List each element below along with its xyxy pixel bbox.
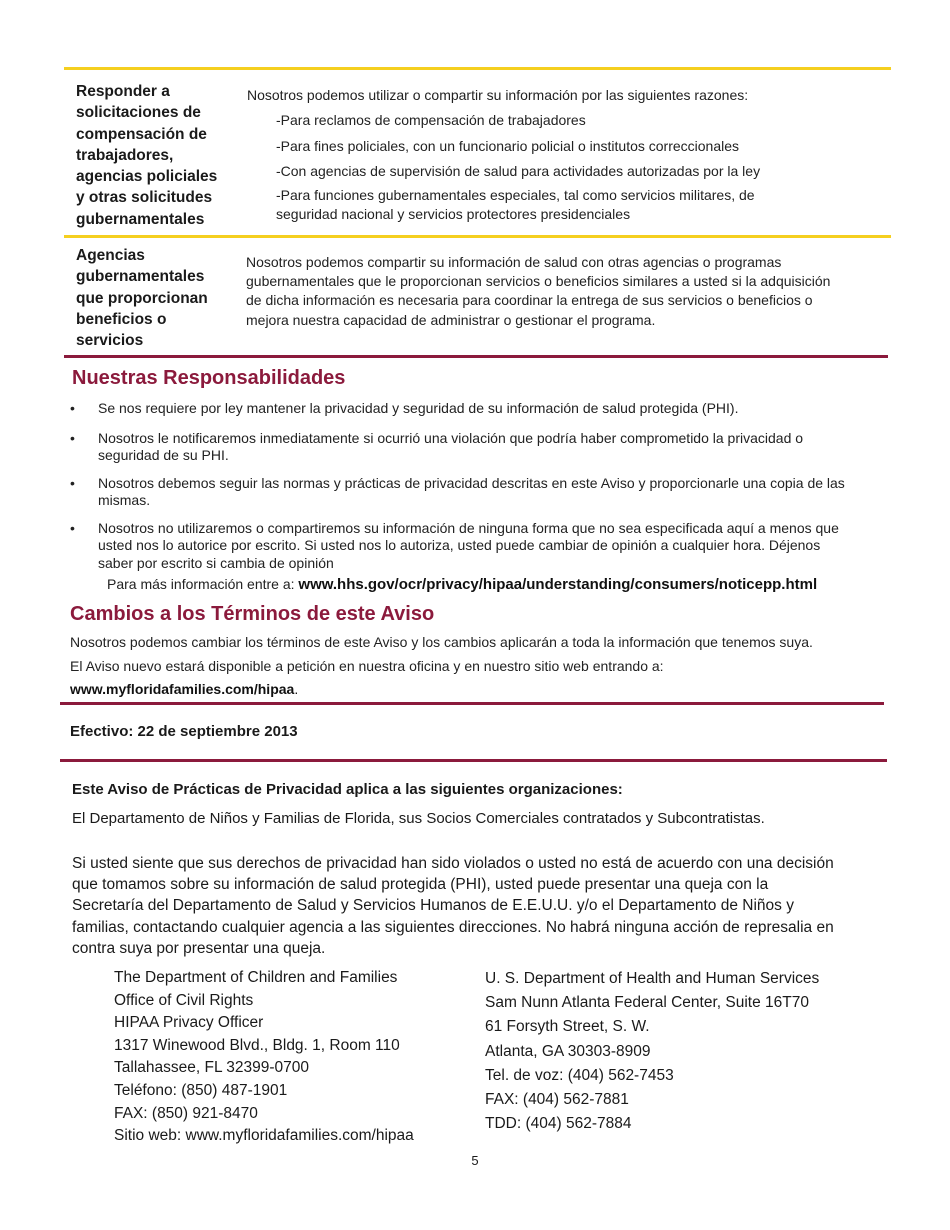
effective-bottom-rule — [60, 759, 887, 762]
row2-body-line: Nosotros podemos compartir su información de salud con otras agencias o programas — [246, 254, 782, 270]
address-line: U. S. Department of Health and Human Services — [485, 970, 820, 987]
row1-intro: Nosotros podemos utilizar o compartir su información por las siguientes razones: — [247, 87, 749, 103]
bullet-line: Nosotros le notificaremos inmediatamente si ocurrió una violación que podría haber comprometido la privacidad o — [98, 429, 804, 446]
row2-label-line: Agencias — [76, 247, 145, 264]
top-gold-rule — [64, 67, 891, 70]
bullet-dot: • — [70, 429, 75, 446]
address-line: Sam Nunn Atlanta Federal Center, Suite 16T70 — [485, 994, 809, 1012]
row2-body — [246, 253, 830, 330]
reason-item: -Para funciones gubernamentales especiales, tal como servicios militares, de — [276, 186, 755, 203]
row1-label-line: compensación de — [76, 125, 207, 143]
bullet-dot: • — [70, 474, 75, 491]
address-line: 1317 Winewood Blvd., Bldg. 1, Room 110 — [114, 1036, 400, 1054]
row1-label-line: solicitaciones de — [76, 104, 201, 122]
bullet-dot: • — [70, 400, 75, 416]
page-number: 5 — [471, 1153, 479, 1168]
organizations-text: El Departamento de Niños y Familias de Florida, sus Socios Comerciales contratados y Subcontratistas. — [72, 810, 765, 827]
row1-label — [76, 81, 241, 230]
complaint-line: familias, contactando cualquier agencia a las siguientes direcciones. No habrá ninguna acción de represalia en — [72, 918, 834, 936]
myfloridafamilies-link[interactable]: www.myfloridafamilies.com/hipaa — [70, 681, 295, 697]
responsibilities-heading: Nuestras Responsabilidades — [72, 367, 346, 389]
responsibilities-bullet-list — [70, 400, 890, 572]
middle-gold-rule — [64, 235, 891, 238]
row2-body-line: mejora nuestra capacidad de administrar o gestionar el programa. — [246, 311, 656, 328]
row2-label-line: gubernamentales — [76, 268, 205, 286]
organizations-title: Este Aviso de Prácticas de Privacidad aplica a las siguientes organizaciones: — [72, 781, 623, 798]
changes-heading: Cambios a los Términos de este Aviso — [70, 603, 435, 625]
address-line: The Department of Children and Families — [114, 969, 398, 986]
reason-item: seguridad nacional y servicios protectores presidenciales — [276, 206, 631, 222]
myfloridafamilies-link-line — [70, 681, 298, 697]
hhs-privacy-link[interactable]: www.hhs.gov/ocr/privacy/hipaa/understanding/consumers/noticepp.html — [298, 576, 818, 593]
bullet-item — [70, 400, 890, 418]
complaint-paragraph — [72, 853, 892, 959]
reason-item: -Para reclamos de compensación de trabajadores — [276, 112, 586, 128]
address-line: 61 Forsyth Street, S. W. — [485, 1018, 650, 1036]
row1-label-line: gubernamentales — [76, 210, 205, 228]
address-line: Office of Civil Rights — [114, 991, 254, 1009]
hhs-address-block — [485, 967, 819, 1136]
dcf-address-block — [114, 967, 414, 1148]
bullet-line: Se nos requiere por ley mantener la privacidad y seguridad de su información de salud protegida (PHI). — [98, 400, 739, 416]
row1-label-line: y otras solicitudes — [76, 189, 213, 207]
changes-line-1: Nosotros podemos cambiar los términos de este Aviso y los cambios aplicarán a toda la información que tenemos suya. — [70, 634, 813, 650]
row1-reasons-list — [276, 111, 816, 225]
row2-label — [76, 245, 241, 351]
address-line: HIPAA Privacy Officer — [114, 1014, 264, 1032]
bullet-item — [70, 430, 890, 465]
effective-date: Efectivo: 22 de septiembre 2013 — [70, 723, 298, 740]
row2-body-line: gubernamentales que le proporcionan servicios o beneficios similares a usted si la adquisición — [246, 273, 831, 290]
reason-item: -Con agencias de supervisión de salud para actividades autorizadas por la ley — [276, 163, 761, 179]
bullet-line: usted nos lo autorice por escrito. Si usted nos lo autoriza, usted puede cambiar de opinión a cualquier hora. Déjenos — [98, 537, 821, 553]
row1-label-line: agencias policiales — [76, 168, 218, 186]
bullet-dot: • — [70, 519, 75, 536]
address-line: FAX: (850) 921-8470 — [114, 1104, 258, 1122]
row2-body-line: de dicha información es necesaria para coordinar la entrega de sus servicios o beneficios o — [246, 292, 813, 309]
more-info-line — [107, 576, 817, 593]
complaint-line: que tomamos sobre su información de salud protegida (PHI), usted puede presentar una queja con la — [72, 876, 769, 894]
bullet-line: seguridad de su PHI. — [98, 447, 229, 463]
address-line: Sitio web: www.myfloridafamilies.com/hipaa — [114, 1127, 414, 1145]
table-bottom-rule — [64, 355, 888, 358]
address-line: Atlanta, GA 30303-8909 — [485, 1042, 651, 1060]
bullet-line: Nosotros debemos seguir las normas y prácticas de privacidad descritas en este Aviso y proporcionarle una copia de las — [98, 474, 845, 491]
address-line: Tel. de voz: (404) 562-7453 — [485, 1066, 674, 1084]
row2-label-line: que proporcionan — [76, 289, 208, 307]
effective-top-rule — [60, 702, 884, 705]
bullet-line: Nosotros no utilizaremos o compartiremos su información de ninguna forma que no sea especificada aquí a menos que — [98, 519, 839, 536]
address-line: Teléfono: (850) 487-1901 — [114, 1081, 288, 1099]
reason-item: -Para fines policiales, con un funcionario policial o institutos correccionales — [276, 137, 740, 154]
more-info-prefix: Para más información entre a: — [107, 576, 295, 592]
url-period: . — [294, 681, 299, 697]
row1-label-line: Responder a — [76, 83, 170, 100]
complaint-line: Si usted siente que sus derechos de privacidad han sido violados o usted no está de acuerdo con una decisión — [72, 855, 834, 872]
row1-label-line: trabajadores, — [76, 146, 174, 164]
bullet-line: mismas. — [98, 492, 151, 508]
row2-label-line: servicios — [76, 332, 144, 350]
complaint-line: Secretaría del Departamento de Salud y Servicios Humanos de E.E.U.U. y/o el Departamento de Niños y — [72, 897, 794, 915]
bullet-line: saber por escrito si cambia de opinión — [98, 554, 334, 571]
address-line: Tallahassee, FL 32399-0700 — [114, 1059, 310, 1077]
address-line: TDD: (404) 562-7884 — [485, 1115, 632, 1133]
bullet-item — [70, 520, 890, 573]
changes-line-2: El Aviso nuevo estará disponible a petición en nuestra oficina y en nuestro sitio web entrando a: — [70, 658, 664, 674]
bullet-item — [70, 475, 890, 510]
complaint-line: contra suya por presentar una queja. — [72, 939, 326, 957]
address-line: FAX: (404) 562-7881 — [485, 1091, 629, 1109]
row2-label-line: beneficios o — [76, 310, 167, 328]
